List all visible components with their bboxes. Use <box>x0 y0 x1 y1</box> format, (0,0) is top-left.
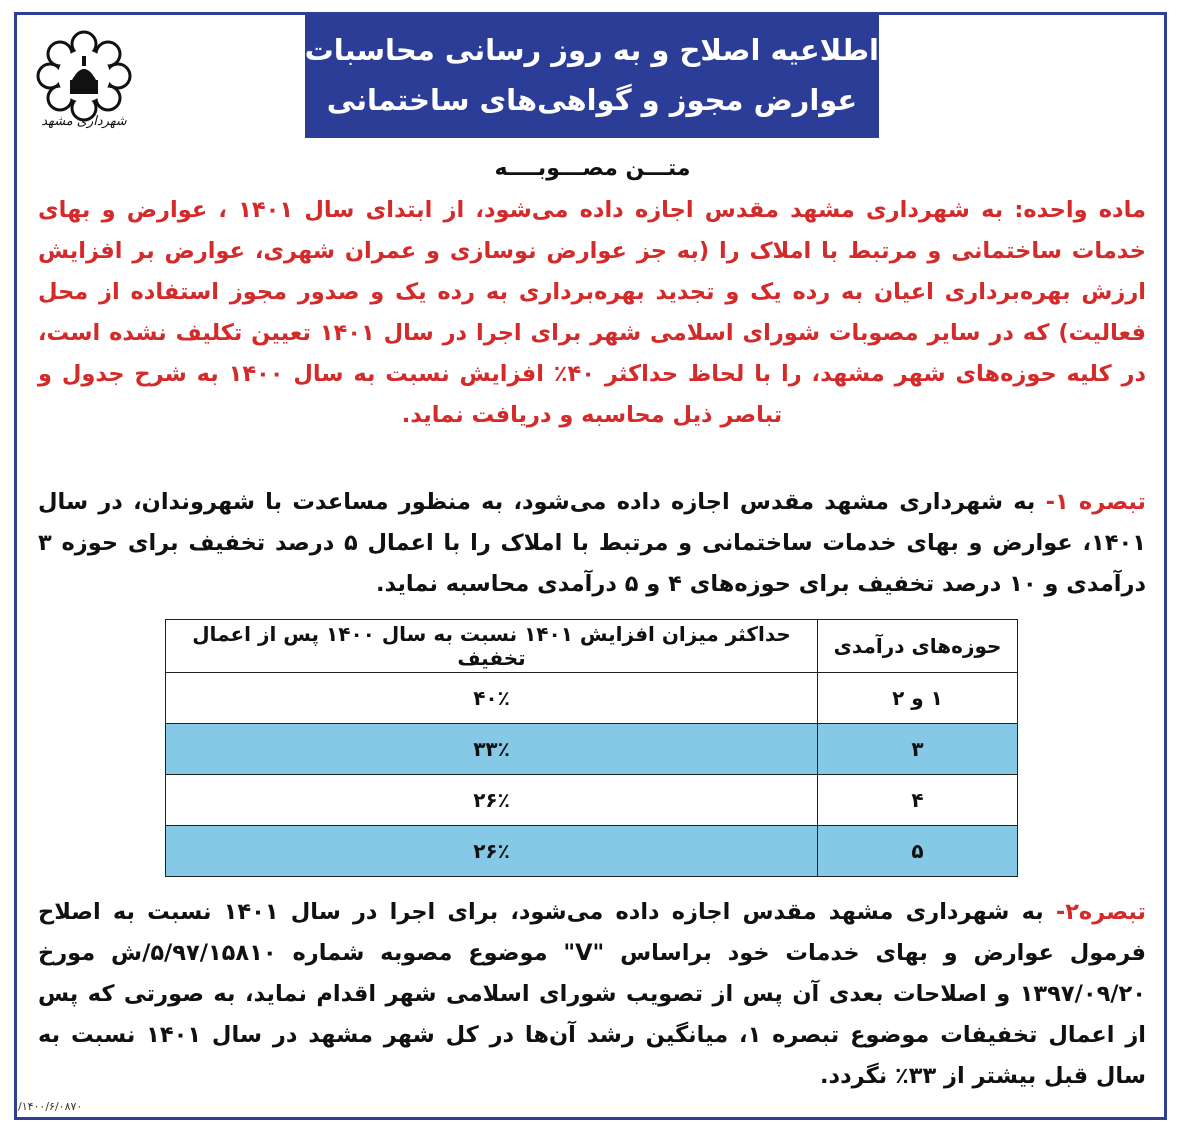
announcement-title-banner <box>305 15 879 138</box>
publication-code: /۱۴۰۰/۶/۰۸۷۰ <box>18 1100 83 1113</box>
logo-caption: شهرداری مشهد <box>41 114 127 129</box>
income-zone-increase-table <box>165 619 1018 877</box>
zone-cell: ۳ <box>818 724 1018 775</box>
mashhad-municipality-logo <box>36 28 132 136</box>
note-2-label: تبصره۲- <box>1043 899 1147 925</box>
note-1-text: به شهرداری مشهد مقدس اجازه داده می‌شود، به منظور مساعدت با شهروندان، در سال ۱۴۰۱، عوارض و بهای خدمات ساختمانی و مرتبط با املاک را با اعمال ۵ درصد تخفیف برای حوزه ۳ درآمدی و ۱۰ درصد تخفیف برای حوزه‌های ۴ و ۵ درآمدی محاسبه نماید. <box>38 489 1146 597</box>
title-line-1: اطلاعیه اصلاح و به روز رسانی محاسبات <box>304 33 879 67</box>
zone-cell: ۵ <box>818 826 1018 877</box>
table-row <box>166 673 1018 724</box>
header-income-zones: حوزه‌های درآمدی <box>818 620 1018 673</box>
table-row <box>166 724 1018 775</box>
increase-cell: ۳۳٪ <box>166 724 818 775</box>
note-2-text: به شهرداری مشهد مقدس اجازه داده می‌شود، برای اجرا در سال ۱۴۰۱ نسبت به اصلاح فرمول عوارض و بهای خدمات خود براساس "V" موضوع مصوبه شماره ۵/۹۷/۱۵۸۱۰/ش مورخ ۱۳۹۷/۰۹/۲۰ و اصلاحات بعدی آن پس از تصویب شورای اسلامی شهر اقدام نماید، به صورتی که پس از اعمال تخفیفات موضوع تبصره ۱، میانگین رشد آن‌ها در کل شهر مشهد در سال ۱۴۰۱ نسبت به سال قبل بیشتر از ۳۳٪ نگردد. <box>38 899 1146 1089</box>
increase-cell: ۴۰٪ <box>166 673 818 724</box>
increase-cell: ۲۶٪ <box>166 775 818 826</box>
main-article-text: ماده واحده: به شهرداری مشهد مقدس اجازه داده می‌شود، از ابتدای سال ۱۴۰۱ ، عوارض و بهای خدمات ساختمانی و مرتبط با املاک را (به جز عوارض نوسازی و عمران شهری، عوارض بر افزایش ارزش بهره‌برداری اعیان به رده یک و تجدید بهره‌برداری به رده یک و صدور مجوز استفاده از محل فعالیت) که در سایر مصوبات شورای اسلامی شهر برای اجرا در سال ۱۴۰۱ تعیین تکلیف نشده است، در کلیه حوزه‌های شهر مشهد، را با لحاظ حداکثر ۴۰٪ افزایش نسبت به سال ۱۴۰۰ به شرح جدول و تباصر ذیل محاسبه و دریافت نماید. <box>38 197 1146 428</box>
title-line-2: عوارض مجوز و گواهی‌های ساختمانی <box>326 83 858 117</box>
approved-text-heading: متـــن مصـــوبــــه <box>494 156 691 181</box>
zone-cell: ۴ <box>818 775 1018 826</box>
increase-cell: ۲۶٪ <box>166 826 818 877</box>
table-header-row <box>166 620 1018 673</box>
table-row <box>166 826 1018 877</box>
note-1-paragraph <box>38 482 1146 605</box>
zone-cell: ۱ و ۲ <box>818 673 1018 724</box>
table-row <box>166 775 1018 826</box>
note-2-paragraph <box>38 892 1146 1097</box>
note-1-label: تبصره ۱- <box>1035 489 1146 515</box>
header-max-increase: حداکثر میزان افزایش ۱۴۰۱ نسبت به سال ۱۴۰۰ پس از اعمال تخفیف <box>166 620 818 673</box>
